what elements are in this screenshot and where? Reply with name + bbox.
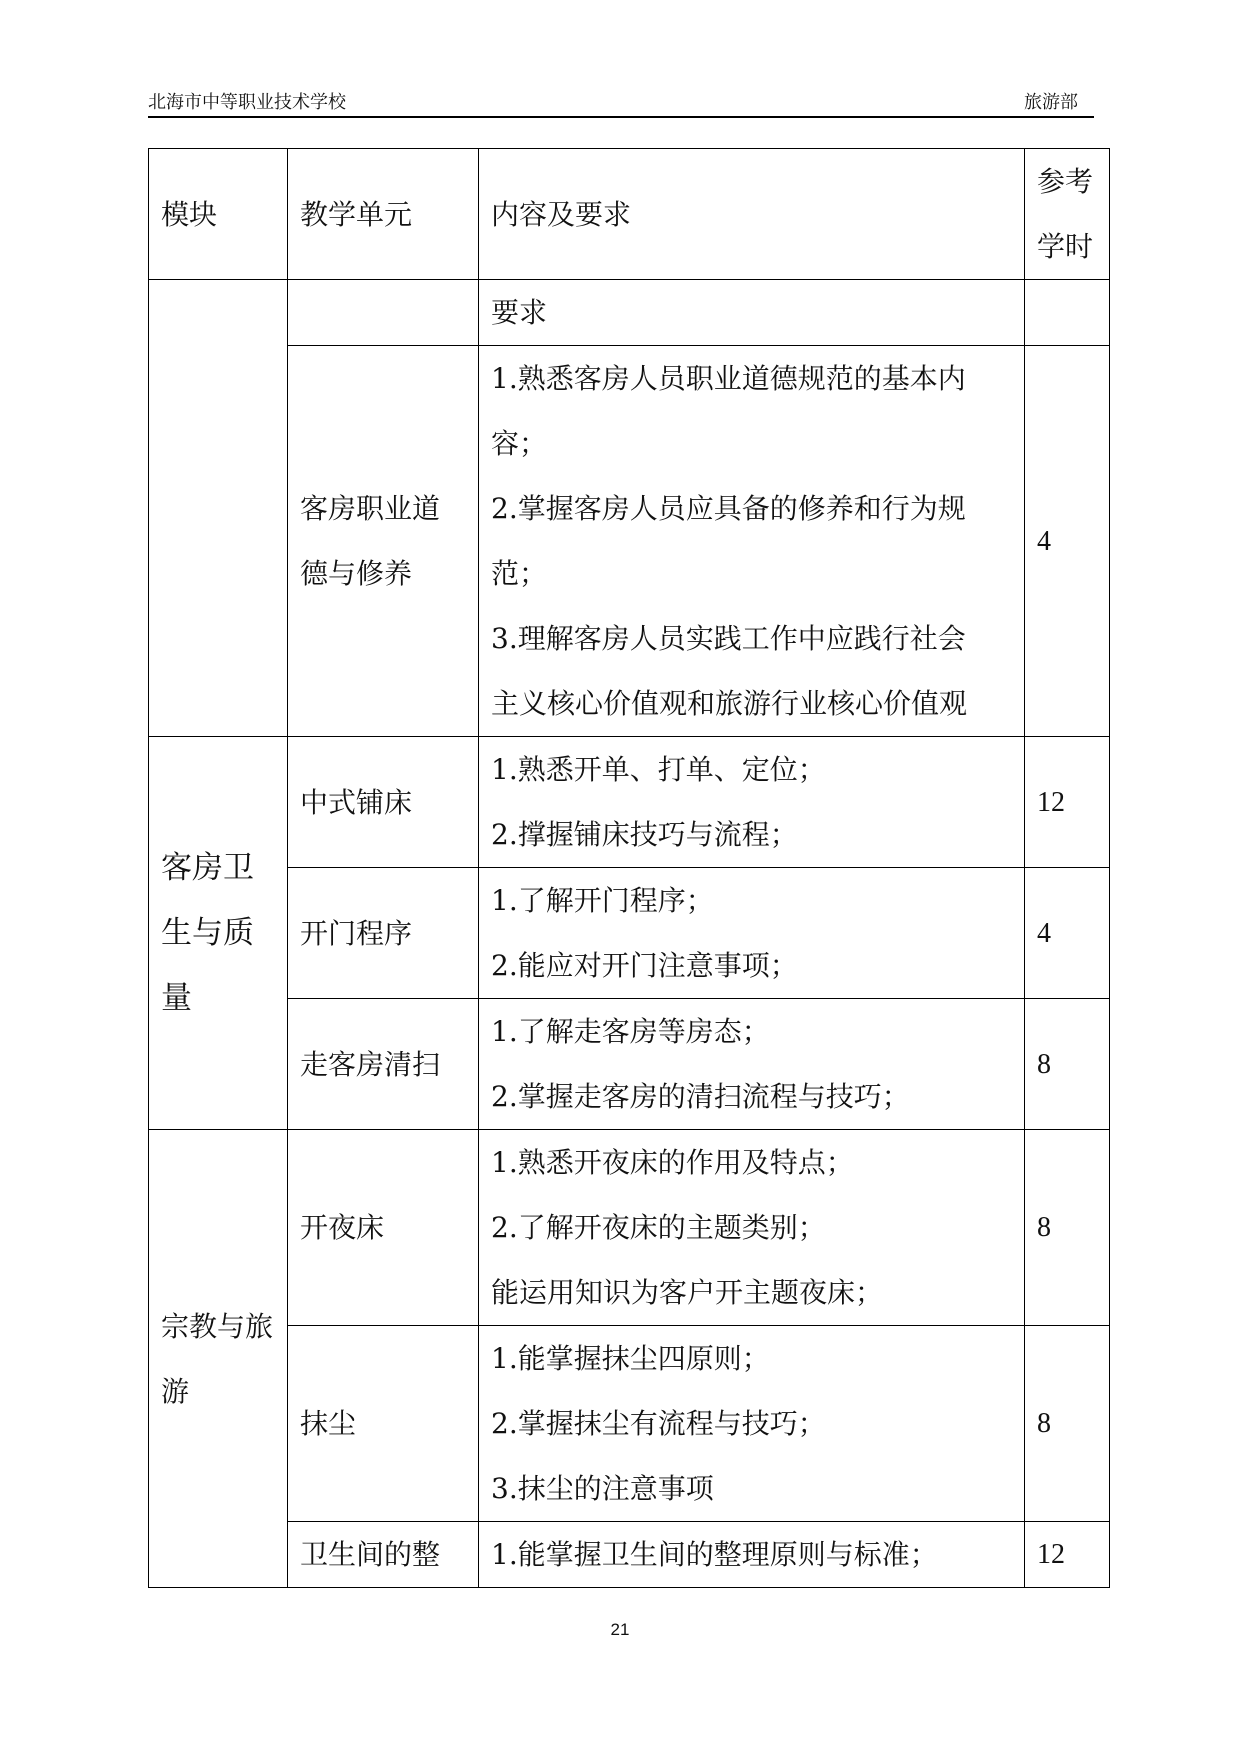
unit-cell: 卫生间的整 — [288, 1522, 479, 1588]
page-header — [148, 84, 1094, 118]
content-line: 2.能应对开门注意事项； — [491, 949, 798, 982]
content-cell — [479, 868, 1025, 999]
school-name: 北海市中等职业技术学校 — [148, 92, 346, 113]
table-header-row — [149, 149, 1110, 280]
content-cell — [479, 1326, 1025, 1522]
content-cell — [479, 737, 1025, 868]
content-cell — [479, 1522, 1025, 1588]
content-line: 容； — [491, 427, 548, 460]
content-line: 1.熟悉开单、打单、定位； — [491, 753, 826, 786]
content-line: 2.掌握走客房的清扫流程与技巧； — [491, 1080, 910, 1113]
content-line: 1.能掌握抹尘四原则； — [491, 1342, 770, 1375]
content-line: 2.撑握铺床技巧与流程； — [491, 818, 798, 851]
table-row — [149, 346, 1110, 737]
unit-cell: 抹尘 — [288, 1326, 479, 1522]
module-cell — [149, 1130, 288, 1588]
table-row — [149, 1130, 1110, 1326]
module-line: 客房卫 — [161, 849, 254, 886]
header-hours-line2: 学时 — [1037, 230, 1094, 263]
content-line: 2.掌握客房人员应具备的修养和行为规 — [491, 492, 966, 525]
hours-cell: 4 — [1025, 868, 1110, 999]
table-row — [149, 999, 1110, 1130]
header-module: 模块 — [149, 149, 288, 280]
module-cell — [149, 737, 288, 1130]
unit-cell: 开夜床 — [288, 1130, 479, 1326]
module-line: 生与质 — [161, 914, 254, 951]
content-cell — [479, 1130, 1025, 1326]
unit-line: 客房职业道 — [300, 492, 441, 525]
page-number: 21 — [610, 1620, 630, 1639]
hours-cell: 12 — [1025, 737, 1110, 868]
unit-cell — [288, 280, 479, 346]
department-name: 旅游部 — [1024, 92, 1078, 113]
module-line: 游 — [161, 1374, 190, 1408]
content-line: 主义核心价值观和旅游行业核心价值观 — [491, 687, 968, 720]
hours-cell: 8 — [1025, 999, 1110, 1130]
table-row — [149, 1326, 1110, 1522]
content-line: 3.抹尘的注意事项 — [491, 1472, 714, 1505]
content-cell — [479, 346, 1025, 737]
content-line: 1.了解开门程序； — [491, 884, 714, 917]
hours-cell: 12 — [1025, 1522, 1110, 1588]
module-line: 量 — [161, 979, 192, 1016]
table-row — [149, 280, 1110, 346]
curriculum-table — [148, 148, 1110, 1588]
unit-cell: 走客房清扫 — [288, 999, 479, 1130]
content-line: 2.掌握抹尘有流程与技巧； — [491, 1407, 826, 1440]
table-row — [149, 737, 1110, 868]
content-line: 范； — [491, 557, 548, 590]
hours-cell: 8 — [1025, 1326, 1110, 1522]
module-line: 宗教与旅 — [161, 1309, 274, 1343]
header-hours — [1025, 149, 1110, 280]
header-unit: 教学单元 — [288, 149, 479, 280]
hours-cell — [1025, 280, 1110, 346]
hours-cell: 8 — [1025, 1130, 1110, 1326]
content-line: 1.熟悉开夜床的作用及特点； — [491, 1146, 854, 1179]
hours-cell: 4 — [1025, 346, 1110, 737]
table-row — [149, 1522, 1110, 1588]
content-line: 能运用知识为客户开主题夜床； — [491, 1276, 884, 1309]
header-hours-line1: 参考 — [1037, 165, 1094, 198]
module-cell-empty — [149, 280, 288, 737]
content-line: 2.了解开夜床的主题类别； — [491, 1211, 826, 1244]
content-line: 1.能掌握卫生间的整理原则与标准； — [491, 1538, 938, 1571]
unit-cell: 中式铺床 — [288, 737, 479, 868]
unit-line: 德与修养 — [300, 557, 413, 590]
unit-cell: 开门程序 — [288, 868, 479, 999]
content-cell — [479, 280, 1025, 346]
content-cell — [479, 999, 1025, 1130]
unit-cell — [288, 346, 479, 737]
table-row — [149, 868, 1110, 999]
content-line: 1.了解走客房等房态； — [491, 1015, 770, 1048]
header-content: 内容及要求 — [479, 149, 1025, 280]
content-line: 1.熟悉客房人员职业道德规范的基本内 — [491, 362, 966, 395]
content-line: 3.理解客房人员实践工作中应践行社会 — [491, 622, 966, 655]
content-line: 要求 — [491, 296, 548, 329]
